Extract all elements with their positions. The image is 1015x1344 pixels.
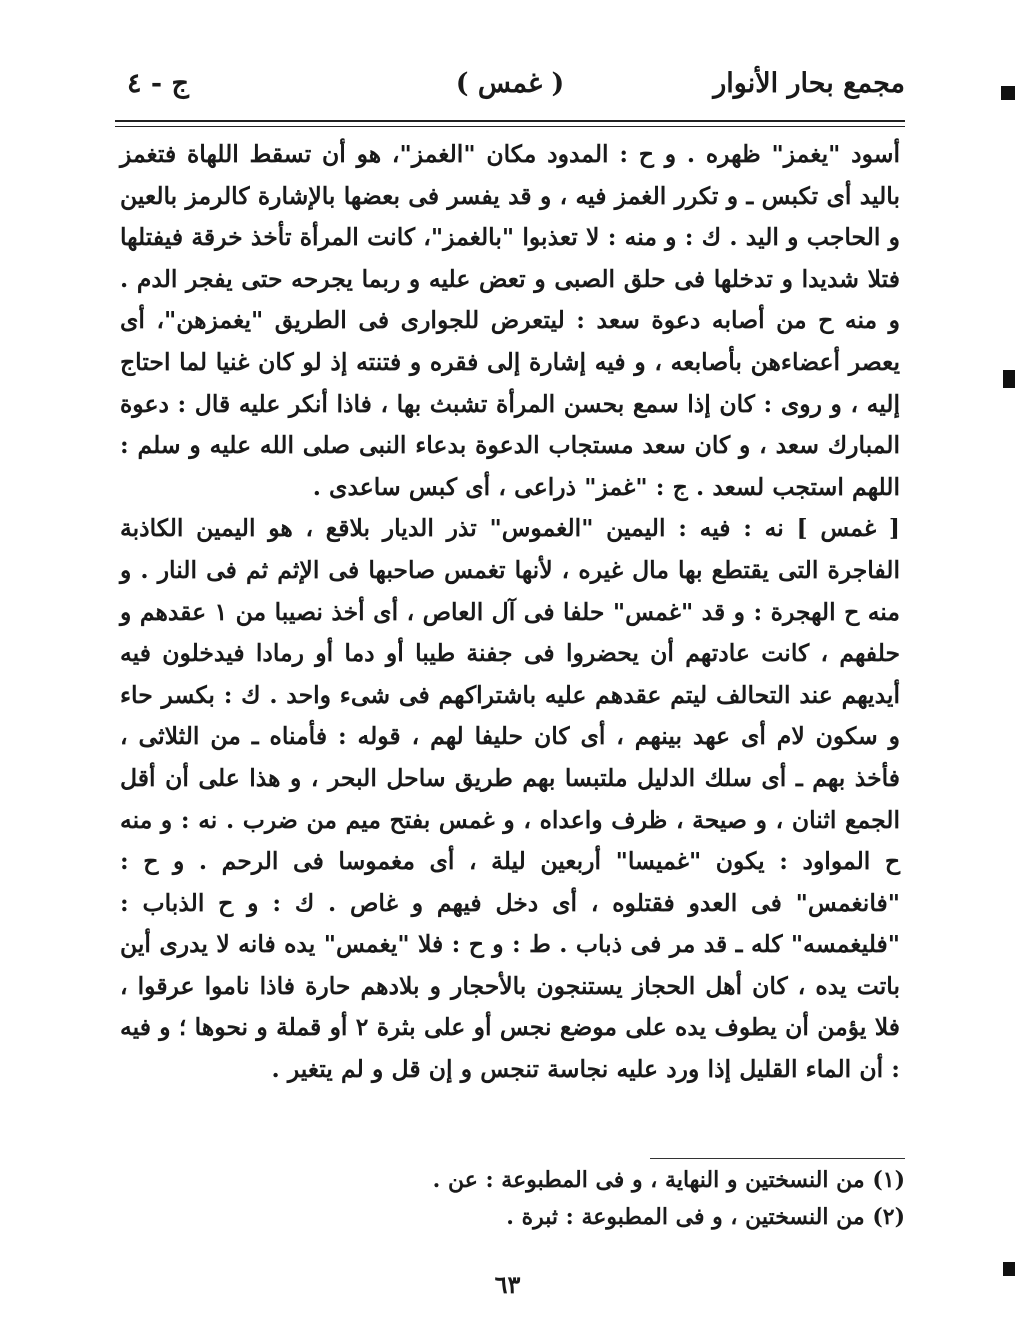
paragraph: [ غمس ] نه : فيه : اليمين "الغموس" تذر الديار بلاقع ، هو اليمين الكاذبة الفاجرة التى يقتطع بها مال غيره ، لأنها تغمس صاحبها فى الإثم ثم فى النار . و منه ح الهجرة : و قد "غمس" حلفا فى آل العاص ، أى أخذ نصيبا من ١ عقدهم و حلفهم ، كانت عادتهم أن يحضروا فى جفنة طيبا أو دما أو رمادا فيدخلون فيه أيديهم عند التحالف ليتم عقدهم عليه باشتراكهم فى شىء واحد . ك : بكسر حاء و سكون لام أى عهد بينهم ، أى كان حليفا لهم ، قوله : فأمناه ـ من الثلاثى ، فأخذ بهم ـ أى سلك الدليل ملتبسا بهم طريق ساحل البحر ، و هذا على أن أقل الجمع اثنان ، و صيحة ، ظرف واعداه ، و غمس بفتح ميم من ضرب . نه : و منه ح المواود : يكون "غميسا" أربعين ليلة ، أى مغموسا فى الرحم . و ح : "فانغمس" فى العدو فقتلوه ، أى دخل فيهم و غاص . ك : و ح الذباب : "فليغمسه" كله ـ قد مر فى ذباب . ط : و ح : فلا "يغمس" يده فانه لا يدرى أين باتت يده ، كان أهل الحجاز يستنجون بالأحجار و بلادهم حارة فاذا ناموا عرقوا ، فلا يؤمن أن يطوف يده على موضع نجس أو على بثرة ٢ أو قملة و نحوها ؛ و فيه : أن الماء القليل إذا ورد عليه نجاسة تنجس و إن قل و لم يتغير .: [120, 514, 900, 1084]
entry-heading: ( غمس ): [455, 68, 565, 99]
scan-edge-mark: [1003, 370, 1015, 388]
scan-edge-mark: [1003, 1262, 1015, 1276]
running-header: [115, 68, 905, 114]
footnotes: [300, 1162, 905, 1236]
book-title: مجمع بحار الأنوار: [713, 68, 905, 99]
header-rule: [115, 120, 905, 122]
volume-label: ج - ٤: [127, 68, 189, 99]
footnote: (٢) من النسختين ، و فى المطبوعة : ثبرة .: [506, 1204, 905, 1230]
main-text: [120, 134, 900, 1091]
header-rule-thin: [115, 126, 905, 127]
paragraph: أسود "يغمز" ظهره . و ح : المدود مكان "الغمز"، هو أن تسقط اللهاة فتغمز باليد أى تكبس ـ و تكرر الغمز فيه ، و قد يفسر فى بعضها بالإشارة كالرمز بالعين و الحاجب و اليد . ك : و منه : لا تعذبوا "بالغمز"، كانت المرأة تأخذ خرقة فيفتلها فتلا شديدا و تدخلها فى حلق الصبى و تعض عليه و ربما يجرحه حتى يفجر الدم . و منه ح من أصابه دعوة سعد : ليتعرض للجوارى فى الطريق "يغمزهن"، أى يعصر أعضاءهن بأصابعه ، و فيه إشارة إلى فقره و فتنته إذ لو كان غنيا لما احتاج إليه ، و روى : كان إذا سمع بحسن المرأة تشبث بها ، فاذا أنكر عليه قال : دعوة المبارك سعد ، و كان سعد مستجاب الدعوة بدعاء النبى صلى الله عليه و سلم : اللهم استجب لسعد . ج : "غمز" ذراعى ، أى كبس ساعدى .: [120, 140, 900, 501]
footnote-rule: [650, 1158, 905, 1159]
page-number: ٦٣: [494, 1270, 521, 1299]
footnote: (١) من النسختين و النهاية ، و فى المطبوعة : عن .: [432, 1167, 905, 1193]
scan-edge-mark: [1001, 86, 1015, 100]
